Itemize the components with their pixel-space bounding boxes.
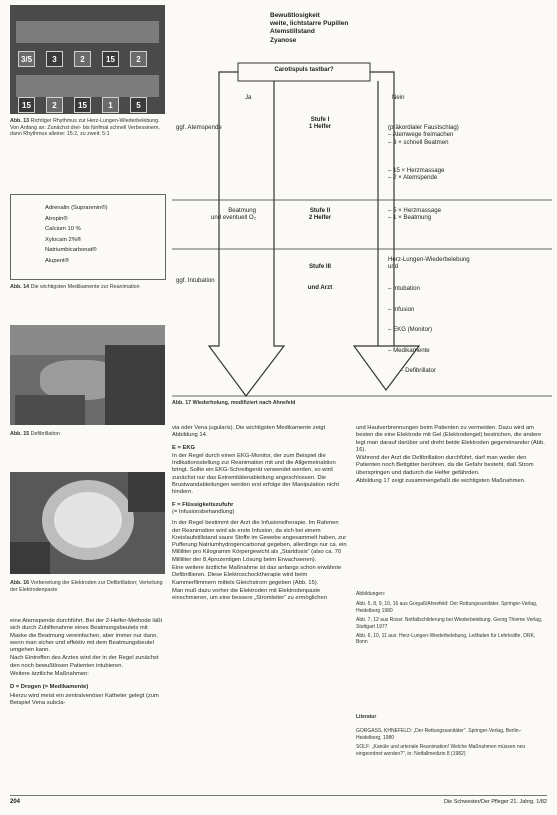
- footer-rule: [10, 795, 547, 796]
- stage-label: Stufe II: [309, 207, 331, 214]
- flow-top-text: [270, 12, 348, 45]
- stage-step: – EKG (Monitor): [388, 326, 433, 333]
- literature-item: GORGASS, KHNEFELD: „Der Rettungssanitäter“. Springer-Verlag, Berlin–Heidelberg, 1980: [356, 728, 522, 741]
- flow-no-label: Nein: [392, 94, 405, 101]
- paragraph: Hierzu wird meist ein zentralvenöser Katheter gelegt (zum Beispiel Vena subcla-: [10, 692, 159, 706]
- stage-helpers: und Arzt: [307, 284, 333, 291]
- paragraph: Eine weitere ärztliche Maßnahme ist das anfangs schon erwähnte Defibrillieren. Diese Elektroschocktherapie wird beim Kammerflimmern mittels Gleichstrom gegeben (Abb. 15).: [172, 565, 342, 586]
- stage-2-title: [290, 207, 350, 222]
- stage-3-left: ggf. Intubation: [176, 277, 215, 284]
- paragraph: und Hautverbrennungen beim Patienten zu vermeiden. Dazu wird am besten die eine Elektrode mit Gel (Elektrodengel) bestrichen, die andere legt man darauf darüber und dreht beide Elektroden gegeneinander (Abb. 16).: [356, 425, 545, 453]
- stage-3-items: [388, 279, 436, 382]
- flow-top-line: Bewußtlosigkeit: [270, 12, 320, 19]
- figure-15-caption: [10, 431, 164, 438]
- paragraph: Während der Arzt die Defibrillation durchführt, darf man weder den Patienten noch Bettgitter berühren, da die Gefahr besteht, daß Strom überspringen und dadurch die Helfer gefährden.: [356, 455, 534, 476]
- figure-13-caption: [10, 118, 164, 138]
- grid-cell: 2: [130, 51, 147, 67]
- photo-row-bottom: [16, 75, 159, 97]
- grid-cell: 2: [46, 97, 63, 113]
- grid-cell: 15: [18, 97, 35, 113]
- caption-text: Defibrillation: [30, 431, 60, 437]
- section-subheading: (= Infusionsbehandlung): [172, 508, 235, 515]
- grid-cell: 2: [74, 51, 91, 67]
- grid-cell: 3: [46, 51, 63, 67]
- page-number: 204: [10, 799, 21, 805]
- stage-label: Stufe III: [308, 263, 331, 270]
- stage-step: und: [388, 263, 399, 271]
- caption-number: Abb. 13: [10, 118, 30, 124]
- stage-helpers: 2 Helfer: [308, 214, 332, 222]
- stage-2-left: [176, 207, 256, 222]
- stage-step: – 1 × Beatmung: [388, 214, 432, 222]
- section-heading: D = Drogen (= Medikamente): [10, 684, 89, 691]
- stage-step: Herz-Lungen-Wiederbelebung: [388, 256, 470, 263]
- paragraph: Abbildung 17 zeigt zusammengefaßt die wichtigsten Maßnahmen.: [356, 478, 526, 485]
- stage-step: (präkordialer Faustschlag): [388, 124, 459, 131]
- column-1-text: [10, 618, 165, 708]
- stage-step: – Intubation: [388, 285, 420, 292]
- grid-cell: 15: [74, 97, 91, 113]
- grid-cell: 15: [102, 51, 119, 67]
- grid-cell: 3/5: [18, 51, 35, 67]
- photo-row-top: [16, 21, 159, 43]
- stage-step: – 15 × Herzmassage: [388, 167, 445, 174]
- drug-item: Adrenalin (Suprarenin®): [45, 205, 108, 211]
- drug-list: [45, 203, 108, 266]
- caption-text: Richtiger Rhythmus zur Herz-Lungen-Wiederbelebung. Von Anfang an: Zunächst drei- bis fünfmal schnell Verbessinem, dann Rhythmus alleine: 15:2, zu zweit: 5:1: [10, 118, 160, 138]
- paragraph: Weitere ärztliche Maßnahmen:: [10, 671, 89, 678]
- caption-text: Wiederholung, modifiziert nach Ahnefeld: [192, 400, 296, 406]
- photo-shape: [105, 345, 165, 425]
- paragraph: Man muß dazu vorher die Elektroden mit Elektrodenpaste einschmieren, um eine bessere „Stromleiter“ zu ermöglichen: [172, 587, 327, 602]
- column-3-text: [356, 425, 546, 486]
- drug-item: Alupent®: [45, 257, 69, 264]
- flow-yes-label: Ja: [245, 94, 252, 101]
- stage-3-title: [290, 256, 350, 298]
- caption-text: Die wichtigsten Medikamente zur Reanimation: [30, 284, 140, 290]
- figure-14-caption: [10, 284, 164, 291]
- section-heading: E = EKG: [172, 444, 196, 451]
- caption-number: Abb. 16: [10, 580, 30, 586]
- credit-item: Abb. 6, 10, 11 aus: Herz-Lungen-Wiederbelebung, Leitfaden für Lehrkräfte, DRK, Bonn: [356, 633, 536, 646]
- caption-number: Abb. 15: [10, 431, 30, 437]
- stage-action: Beatmung: [228, 207, 256, 214]
- section-heading: F = Flüssigkeitszufuhr: [172, 501, 234, 508]
- credit-item: Abb. 5, 8, 9, 10, 16 aus Gorgaß/Ahnefeld: Der Rettungssanitäter. Springer-Verlag, Heidelberg 1980: [356, 601, 538, 614]
- literature-heading: Literatur: [356, 714, 377, 720]
- photo-shape: [54, 492, 122, 548]
- credits-heading: Abbildungen:: [356, 591, 386, 597]
- stage-2-right: [388, 207, 441, 222]
- column-2-text: [172, 425, 347, 604]
- paragraph: Nach Eintreffen des Arztes wird der in der Regel zunächst den noch bewußtlosen Patienten intubieren.: [10, 655, 159, 669]
- journal-footer: Die Schwester/Der Pfleger 21. Jahrg. 1/82: [443, 799, 547, 805]
- paragraph: In der Regel bestimmt der Arzt die Infusionstherapie. Im Rahmen der Reanimation wird als erste Infusion, da sich bei einem Kreislaufstillstand saure Stoffe im Gewebe angesammelt haben, zur Pufferung Natriumhydrogencarbonat gegeben, allerdings nur ca. ein Milliliter pro Kilogramm Körpergewicht als „Startdosis“ (also ca. 70 Milliliter der 8,4prozentigen Lösung beim Erwachsenen).: [172, 520, 347, 563]
- drug-item: Calcium 10 %: [45, 226, 81, 232]
- literature-item: SOLF: „Kanüle und arteriale Reanimation! Welche Maßnahmen müssen neu eingeordnet werden?“, in: Notfallmedizin 8 (1982): [356, 744, 526, 757]
- drug-item: Atropin®: [45, 215, 68, 222]
- stage-step: – Infusion: [388, 305, 415, 313]
- figure-16-caption: [10, 580, 164, 593]
- stage-step: – 5 × Herzmassage: [388, 207, 442, 214]
- stage-1-right-cycle: [388, 167, 444, 182]
- paragraph: In der Regel durch einen EKG-Monitor, der zum Beispiel die Indikationsstellung zur Reanimation mit und die Allgemeinaktion bringt. Sollte ein EKG-Schreibgerät verwendet werden, so wird zunächst nur das Extremitätenableitung angeschlossen. Die Brustwandableitungen werden erst erfolge der Manipulation nicht hindern.: [172, 452, 339, 496]
- drug-item: Xylocain 2%®: [45, 236, 82, 243]
- stage-step: – 2 × Atemspende: [388, 174, 438, 182]
- stage-1-title: [290, 116, 350, 131]
- caption-text: Vorbereitung der Elektroden zur Defibrillation; Verteilung der Elektrodenpaste: [10, 580, 163, 593]
- stage-1-left: ggf. Atemspende: [176, 124, 222, 131]
- flow-top-line: weite, lichtstarre Pupillen: [270, 20, 349, 28]
- flow-question: Carotispuls tastbar?: [274, 66, 334, 73]
- stage-label: Stufe I: [310, 116, 330, 123]
- figure-13-photo: [10, 5, 165, 114]
- stage-step: – Atemwege freimachen: [388, 131, 454, 139]
- figure-17-caption: [172, 400, 552, 407]
- caption-number: Abb. 17: [172, 400, 192, 406]
- caption-number: Abb. 14: [10, 284, 30, 290]
- drug-item: Natriumbicarbonat®: [45, 247, 97, 253]
- drug-list-box: [10, 194, 166, 280]
- figure-16-photo: [10, 472, 165, 574]
- flow-top-line: Atemstillstand: [270, 28, 315, 36]
- flowchart-arrows: [172, 50, 552, 400]
- stage-step: – Defibrillator: [400, 367, 436, 374]
- flow-top-line: Zyanose: [270, 36, 297, 44]
- photo-shape: [128, 472, 165, 512]
- stage-step: – 3 × schnell Beatmen: [388, 138, 449, 146]
- photo-shape: [10, 542, 50, 574]
- stage-1-right: [388, 124, 459, 146]
- photo-shape: [15, 395, 85, 425]
- stage-action: und eventuell O₂: [210, 214, 256, 222]
- stage-helpers: 1 Helfer: [308, 123, 332, 131]
- credit-item: Abb. 7, 12 aus Rossi: Notfallschilderung bei Wiederbelebung. Georg Thieme Verlag, Stuttgart 1977: [356, 617, 543, 630]
- grid-cell: 5: [130, 97, 147, 113]
- literature: [356, 714, 546, 760]
- stage-3-right-head: [388, 256, 470, 271]
- paragraph: via oder Vena jugularis). Die wichtigsten Medikamente zeigt Abbildung 14.: [172, 425, 326, 439]
- stage-step: – Medikamente: [388, 346, 430, 354]
- figure-15-photo: [10, 325, 165, 425]
- grid-cell: 1: [102, 97, 119, 113]
- illustration-credits: [356, 591, 546, 649]
- paragraph: eine Atemspende durchführt. Bei der 2-Helfer-Methode läßt sich durch Zuhilfenahme eines Beatmungsbeutels mit Maske die Beatmung vereinfachen, aber immer nur dann, wenn man sicher und effektiv mit dem Beatmungsbeutel umgehen kann.: [10, 618, 163, 654]
